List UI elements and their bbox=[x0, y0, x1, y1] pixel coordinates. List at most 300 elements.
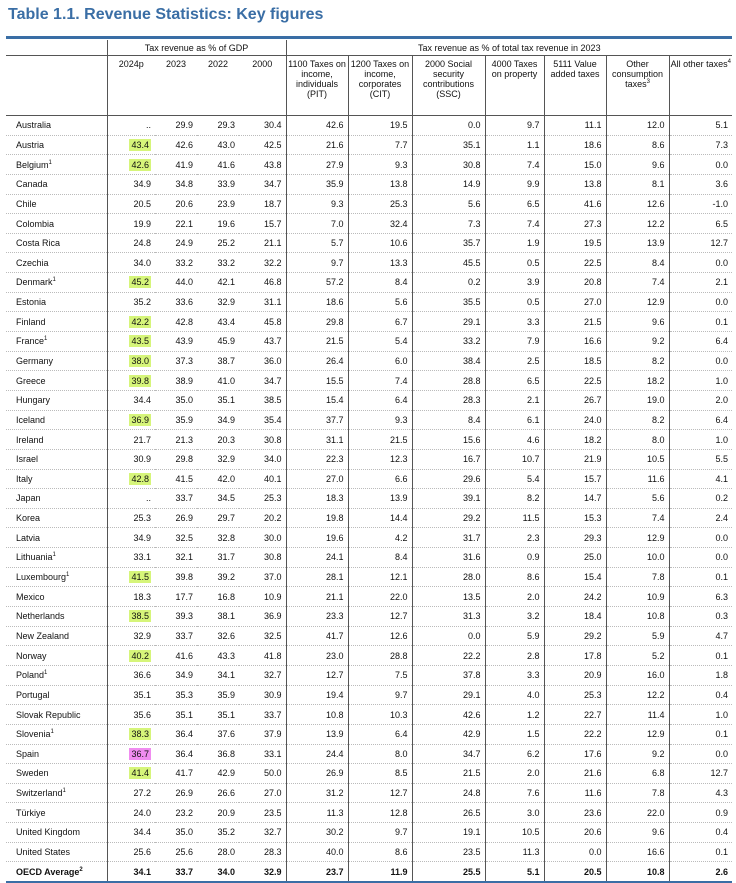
value-vat: 11.6 bbox=[544, 783, 606, 803]
value-vat: 22.7 bbox=[544, 705, 606, 725]
country-cell bbox=[6, 783, 107, 803]
value-2022: 29.7 bbox=[197, 508, 239, 528]
country-cell bbox=[6, 194, 107, 214]
total-group-header: Tax revenue as % of total tax revenue in 2023 bbox=[286, 40, 732, 56]
country-cell bbox=[6, 489, 107, 509]
value-ssc: 25.5 bbox=[412, 862, 485, 882]
value-ssc: 42.9 bbox=[412, 724, 485, 744]
country-name: Israel bbox=[16, 454, 39, 465]
value-ssc: 30.8 bbox=[412, 155, 485, 175]
country-cell bbox=[6, 174, 107, 194]
value-2024p-cell bbox=[107, 508, 155, 528]
value-2024p-cell bbox=[107, 390, 155, 410]
country-cell bbox=[6, 233, 107, 253]
value-2023: 35.9 bbox=[155, 410, 197, 430]
value-all-other: 0.0 bbox=[669, 528, 732, 548]
value-cit: 12.6 bbox=[348, 626, 412, 646]
value-2023: 36.4 bbox=[155, 724, 197, 744]
value-other-consumption: 22.0 bbox=[606, 803, 669, 823]
value-cit: 28.8 bbox=[348, 646, 412, 666]
value-2022: 42.0 bbox=[197, 469, 239, 489]
country-footnote: 1 bbox=[62, 788, 66, 795]
value-all-other: 4.7 bbox=[669, 626, 732, 646]
country-cell bbox=[6, 626, 107, 646]
value-ssc: 35.5 bbox=[412, 292, 485, 312]
value-2024p: 32.9 bbox=[133, 630, 151, 641]
value-vat: 25.3 bbox=[544, 685, 606, 705]
value-2024p: 25.3 bbox=[133, 513, 151, 524]
value-2022: 23.9 bbox=[197, 194, 239, 214]
value-cit: 8.6 bbox=[348, 842, 412, 862]
value-2000: 30.9 bbox=[239, 685, 286, 705]
value-all-other: 6.4 bbox=[669, 332, 732, 352]
value-cit: 9.3 bbox=[348, 155, 412, 175]
value-ssc: 8.4 bbox=[412, 410, 485, 430]
value-2000: 35.4 bbox=[239, 410, 286, 430]
value-property: 1.1 bbox=[485, 135, 544, 155]
value-2023: 32.1 bbox=[155, 548, 197, 568]
value-all-other: 4.1 bbox=[669, 469, 732, 489]
country-name: Sweden bbox=[16, 768, 49, 779]
value-2000: 30.0 bbox=[239, 528, 286, 548]
value-2022: 39.2 bbox=[197, 567, 239, 587]
col-cit: 1200 Taxes on income, corporates (CIT) bbox=[348, 56, 412, 116]
value-property: 8.2 bbox=[485, 489, 544, 509]
value-2023: 33.7 bbox=[155, 626, 197, 646]
value-other-consumption: 8.4 bbox=[606, 253, 669, 273]
value-2000: 33.1 bbox=[239, 744, 286, 764]
value-property: 4.6 bbox=[485, 430, 544, 450]
value-all-other: 6.3 bbox=[669, 587, 732, 607]
value-2024p-cell bbox=[107, 194, 155, 214]
value-ssc: 33.2 bbox=[412, 332, 485, 352]
value-other-consumption: 9.6 bbox=[606, 155, 669, 175]
value-other-consumption: 11.4 bbox=[606, 705, 669, 725]
value-other-consumption: 12.9 bbox=[606, 292, 669, 312]
value-cit: 8.4 bbox=[348, 273, 412, 293]
value-2024p-cell bbox=[107, 155, 155, 175]
value-vat: 25.0 bbox=[544, 548, 606, 568]
value-2023: 26.9 bbox=[155, 783, 197, 803]
value-2024p-cell bbox=[107, 705, 155, 725]
value-2022: 38.7 bbox=[197, 351, 239, 371]
value-2000: 30.8 bbox=[239, 430, 286, 450]
value-all-other: 1.0 bbox=[669, 430, 732, 450]
value-2022: 35.9 bbox=[197, 685, 239, 705]
value-2024p: 36.9 bbox=[131, 414, 149, 425]
country-name: OECD Average bbox=[16, 866, 80, 877]
country-cell bbox=[6, 607, 107, 627]
value-vat: 22.5 bbox=[544, 253, 606, 273]
value-2024p: 38.3 bbox=[131, 729, 149, 740]
value-vat: 41.6 bbox=[544, 194, 606, 214]
value-pit: 24.4 bbox=[286, 744, 348, 764]
table-row bbox=[6, 744, 732, 764]
value-property: 0.5 bbox=[485, 253, 544, 273]
table-row bbox=[6, 626, 732, 646]
value-other-consumption: 5.2 bbox=[606, 646, 669, 666]
value-2024p-cell bbox=[107, 803, 155, 823]
country-name: Spain bbox=[16, 748, 40, 759]
value-vat: 15.7 bbox=[544, 469, 606, 489]
value-2000: 30.8 bbox=[239, 548, 286, 568]
value-2024p-cell bbox=[107, 469, 155, 489]
value-2024p: 36.7 bbox=[131, 748, 149, 759]
table-title: Table 1.1. Revenue Statistics: Key figures bbox=[8, 6, 324, 23]
value-ssc: 29.1 bbox=[412, 685, 485, 705]
country-cell bbox=[6, 371, 107, 391]
table-row bbox=[6, 567, 732, 587]
value-property: 5.1 bbox=[485, 862, 544, 882]
value-2022: 41.6 bbox=[197, 155, 239, 175]
value-vat: 18.6 bbox=[544, 135, 606, 155]
table-body bbox=[6, 116, 732, 882]
table-row bbox=[6, 528, 732, 548]
value-2022: 26.6 bbox=[197, 783, 239, 803]
corner-cell bbox=[6, 40, 107, 56]
country-name: Germany bbox=[16, 356, 54, 366]
value-other-consumption: 7.4 bbox=[606, 508, 669, 528]
value-2024p: .. bbox=[145, 120, 151, 131]
value-pit: 9.7 bbox=[286, 253, 348, 273]
value-2000: 38.5 bbox=[239, 390, 286, 410]
value-other-consumption: 9.6 bbox=[606, 823, 669, 843]
country-footnote: 1 bbox=[44, 670, 48, 677]
value-property: 7.4 bbox=[485, 155, 544, 175]
country-cell bbox=[6, 155, 107, 175]
value-2022: 20.3 bbox=[197, 430, 239, 450]
value-pit: 5.7 bbox=[286, 233, 348, 253]
value-all-other: 0.0 bbox=[669, 253, 732, 273]
country-name: Luxembourg bbox=[16, 572, 67, 583]
value-2000: 34.0 bbox=[239, 449, 286, 469]
value-cit: 21.5 bbox=[348, 430, 412, 450]
value-2000: 37.9 bbox=[239, 724, 286, 744]
country-name: Finland bbox=[16, 316, 46, 327]
value-cit: 7.5 bbox=[348, 665, 412, 685]
value-2022: 37.6 bbox=[197, 724, 239, 744]
value-ssc: 7.3 bbox=[412, 214, 485, 234]
table-row bbox=[6, 214, 732, 234]
value-2024p: 24.0 bbox=[133, 807, 151, 818]
country-name: France bbox=[16, 336, 45, 347]
value-cit: 6.0 bbox=[348, 351, 412, 371]
value-2024p: 34.9 bbox=[133, 532, 151, 543]
value-2024p: 42.8 bbox=[131, 473, 149, 484]
country-cell bbox=[6, 214, 107, 234]
value-other-consumption: 12.0 bbox=[606, 116, 669, 136]
value-property: 3.2 bbox=[485, 607, 544, 627]
country-cell bbox=[6, 665, 107, 685]
value-2000: 42.5 bbox=[239, 135, 286, 155]
value-pit: 23.0 bbox=[286, 646, 348, 666]
value-cit: 19.5 bbox=[348, 116, 412, 136]
value-ssc: 19.1 bbox=[412, 823, 485, 843]
country-footnote: 1 bbox=[52, 277, 56, 284]
table-row bbox=[6, 685, 732, 705]
value-2000: 36.0 bbox=[239, 351, 286, 371]
value-cit: 6.7 bbox=[348, 312, 412, 332]
value-2022: 32.9 bbox=[197, 292, 239, 312]
value-2024p-cell bbox=[107, 292, 155, 312]
value-2000: 50.0 bbox=[239, 764, 286, 784]
col-all-other-label: All other taxes bbox=[670, 59, 728, 69]
table-row bbox=[6, 371, 732, 391]
value-all-other: 2.1 bbox=[669, 273, 732, 293]
value-ssc: 23.5 bbox=[412, 842, 485, 862]
value-2000: 34.7 bbox=[239, 371, 286, 391]
country-footnote: 2 bbox=[79, 866, 83, 873]
value-other-consumption: 5.9 bbox=[606, 626, 669, 646]
value-vat: 21.6 bbox=[544, 764, 606, 784]
value-vat: 21.5 bbox=[544, 312, 606, 332]
value-ssc: 0.0 bbox=[412, 116, 485, 136]
value-2024p-cell bbox=[107, 823, 155, 843]
value-vat: 15.3 bbox=[544, 508, 606, 528]
country-cell bbox=[6, 764, 107, 784]
country-cell bbox=[6, 823, 107, 843]
country-cell bbox=[6, 469, 107, 489]
value-2024p: 41.4 bbox=[131, 768, 149, 779]
country-name: United Kingdom bbox=[16, 827, 81, 838]
value-pit: 31.2 bbox=[286, 783, 348, 803]
value-2023: 35.0 bbox=[155, 823, 197, 843]
value-pit: 18.3 bbox=[286, 489, 348, 509]
value-vat: 15.4 bbox=[544, 567, 606, 587]
value-property: 5.4 bbox=[485, 469, 544, 489]
table-row bbox=[6, 449, 732, 469]
value-2023: 35.1 bbox=[155, 705, 197, 725]
value-2023: 32.5 bbox=[155, 528, 197, 548]
value-2023: 33.7 bbox=[155, 862, 197, 882]
value-2000: 40.1 bbox=[239, 469, 286, 489]
value-vat: 15.0 bbox=[544, 155, 606, 175]
value-property: 11.5 bbox=[485, 508, 544, 528]
value-cit: 13.3 bbox=[348, 253, 412, 273]
table-row bbox=[6, 430, 732, 450]
value-other-consumption: 5.6 bbox=[606, 489, 669, 509]
value-2024p: .. bbox=[145, 493, 151, 504]
value-2000: 43.8 bbox=[239, 155, 286, 175]
country-cell bbox=[6, 528, 107, 548]
value-2024p-cell bbox=[107, 528, 155, 548]
value-pit: 22.3 bbox=[286, 449, 348, 469]
value-2000: 45.8 bbox=[239, 312, 286, 332]
value-property: 2.1 bbox=[485, 390, 544, 410]
value-pit: 19.6 bbox=[286, 528, 348, 548]
value-property: 2.5 bbox=[485, 351, 544, 371]
value-vat: 18.2 bbox=[544, 430, 606, 450]
value-vat: 20.9 bbox=[544, 665, 606, 685]
value-property: 2.8 bbox=[485, 646, 544, 666]
value-2022: 42.1 bbox=[197, 273, 239, 293]
country-cell bbox=[6, 253, 107, 273]
value-all-other: 3.6 bbox=[669, 174, 732, 194]
value-all-other: 0.1 bbox=[669, 567, 732, 587]
value-2022: 43.0 bbox=[197, 135, 239, 155]
value-ssc: 21.5 bbox=[412, 764, 485, 784]
value-2023: 35.3 bbox=[155, 685, 197, 705]
value-cit: 9.7 bbox=[348, 823, 412, 843]
value-2022: 34.1 bbox=[197, 665, 239, 685]
value-2022: 32.6 bbox=[197, 626, 239, 646]
value-all-other: 0.9 bbox=[669, 803, 732, 823]
country-name: Slovak Republic bbox=[16, 709, 81, 720]
value-other-consumption: 12.2 bbox=[606, 214, 669, 234]
value-2022: 42.9 bbox=[197, 764, 239, 784]
value-vat: 24.2 bbox=[544, 587, 606, 607]
value-2000: 32.7 bbox=[239, 823, 286, 843]
country-name: Japan bbox=[16, 493, 41, 504]
country-footnote: 1 bbox=[48, 159, 52, 166]
value-2023: 37.3 bbox=[155, 351, 197, 371]
value-2000: 34.7 bbox=[239, 174, 286, 194]
value-pit: 11.3 bbox=[286, 803, 348, 823]
value-2024p-cell bbox=[107, 685, 155, 705]
value-2023: 25.6 bbox=[155, 842, 197, 862]
value-2000: 28.3 bbox=[239, 842, 286, 862]
value-vat: 0.0 bbox=[544, 842, 606, 862]
value-pit: 12.7 bbox=[286, 665, 348, 685]
country-cell bbox=[6, 862, 107, 882]
col-2024p: 2024p bbox=[107, 56, 155, 116]
col-pit: 1100 Taxes on income, individuals (PIT) bbox=[286, 56, 348, 116]
value-vat: 24.0 bbox=[544, 410, 606, 430]
value-2024p-cell bbox=[107, 587, 155, 607]
value-pit: 9.3 bbox=[286, 194, 348, 214]
table-row bbox=[6, 803, 732, 823]
value-2024p: 27.2 bbox=[133, 788, 151, 799]
value-property: 10.7 bbox=[485, 449, 544, 469]
value-pit: 21.6 bbox=[286, 135, 348, 155]
value-ssc: 31.6 bbox=[412, 548, 485, 568]
value-other-consumption: 10.0 bbox=[606, 548, 669, 568]
value-other-consumption: 12.6 bbox=[606, 194, 669, 214]
value-2024p-cell bbox=[107, 135, 155, 155]
country-footnote: 1 bbox=[66, 572, 70, 579]
value-2000: 21.1 bbox=[239, 233, 286, 253]
country-name: New Zealand bbox=[16, 630, 70, 641]
value-2023: 20.6 bbox=[155, 194, 197, 214]
country-name: Czechia bbox=[16, 257, 49, 268]
value-ssc: 29.2 bbox=[412, 508, 485, 528]
value-cit: 32.4 bbox=[348, 214, 412, 234]
value-cit: 10.3 bbox=[348, 705, 412, 725]
value-2024p: 33.1 bbox=[133, 552, 151, 563]
table-row bbox=[6, 351, 732, 371]
country-name: Latvia bbox=[16, 532, 41, 543]
value-other-consumption: 12.9 bbox=[606, 528, 669, 548]
value-2024p-cell bbox=[107, 724, 155, 744]
table-row bbox=[6, 508, 732, 528]
value-all-other: 0.2 bbox=[669, 489, 732, 509]
value-cit: 4.2 bbox=[348, 528, 412, 548]
value-2024p-cell bbox=[107, 214, 155, 234]
country-name: Türkiye bbox=[16, 807, 46, 818]
value-2024p-cell bbox=[107, 862, 155, 882]
value-other-consumption: 10.5 bbox=[606, 449, 669, 469]
value-ssc: 39.1 bbox=[412, 489, 485, 509]
country-footnote: 1 bbox=[44, 336, 48, 343]
country-name: Estonia bbox=[16, 297, 47, 308]
value-other-consumption: 6.8 bbox=[606, 764, 669, 784]
value-pit: 10.8 bbox=[286, 705, 348, 725]
value-2022: 32.9 bbox=[197, 449, 239, 469]
country-name: Poland bbox=[16, 670, 45, 681]
value-2024p: 34.4 bbox=[133, 395, 151, 406]
value-all-other: -1.0 bbox=[669, 194, 732, 214]
value-pit: 15.4 bbox=[286, 390, 348, 410]
value-2024p-cell bbox=[107, 174, 155, 194]
value-pit: 23.3 bbox=[286, 607, 348, 627]
value-ssc: 0.2 bbox=[412, 273, 485, 293]
value-ssc: 16.7 bbox=[412, 449, 485, 469]
value-2022: 34.0 bbox=[197, 862, 239, 882]
table-row bbox=[6, 155, 732, 175]
value-2000: 27.0 bbox=[239, 783, 286, 803]
value-cit: 12.7 bbox=[348, 607, 412, 627]
value-2022: 33.2 bbox=[197, 253, 239, 273]
value-ssc: 26.5 bbox=[412, 803, 485, 823]
value-other-consumption: 9.2 bbox=[606, 332, 669, 352]
value-other-consumption: 12.9 bbox=[606, 724, 669, 744]
country-name: Denmark bbox=[16, 277, 53, 288]
value-2023: 29.9 bbox=[155, 116, 197, 136]
table-row bbox=[6, 174, 732, 194]
value-cit: 5.4 bbox=[348, 332, 412, 352]
column-header-row bbox=[6, 56, 732, 116]
value-ssc: 24.8 bbox=[412, 783, 485, 803]
value-other-consumption: 8.6 bbox=[606, 135, 669, 155]
table-row bbox=[6, 548, 732, 568]
table-row bbox=[6, 390, 732, 410]
value-2000: 10.9 bbox=[239, 587, 286, 607]
value-2023: 41.7 bbox=[155, 764, 197, 784]
country-cell bbox=[6, 116, 107, 136]
value-all-other: 12.7 bbox=[669, 233, 732, 253]
value-vat: 26.7 bbox=[544, 390, 606, 410]
value-ssc: 29.1 bbox=[412, 312, 485, 332]
value-property: 2.0 bbox=[485, 587, 544, 607]
value-all-other: 0.1 bbox=[669, 724, 732, 744]
country-cell bbox=[6, 351, 107, 371]
col-all-other-footnote: 4 bbox=[727, 59, 731, 65]
value-2023: 24.9 bbox=[155, 233, 197, 253]
table-row bbox=[6, 135, 732, 155]
value-2024p-cell bbox=[107, 430, 155, 450]
value-other-consumption: 10.8 bbox=[606, 862, 669, 882]
value-vat: 18.4 bbox=[544, 607, 606, 627]
value-ssc: 0.0 bbox=[412, 626, 485, 646]
country-footnote: 1 bbox=[50, 729, 54, 736]
value-other-consumption: 12.2 bbox=[606, 685, 669, 705]
value-2022: 25.2 bbox=[197, 233, 239, 253]
country-name: Netherlands bbox=[16, 611, 65, 622]
value-2024p: 41.5 bbox=[131, 572, 149, 583]
value-cit: 12.7 bbox=[348, 783, 412, 803]
value-2024p: 35.1 bbox=[133, 689, 151, 700]
value-property: 4.0 bbox=[485, 685, 544, 705]
country-cell bbox=[6, 449, 107, 469]
value-other-consumption: 16.6 bbox=[606, 842, 669, 862]
country-cell bbox=[6, 332, 107, 352]
value-2000: 32.7 bbox=[239, 665, 286, 685]
value-property: 10.5 bbox=[485, 823, 544, 843]
value-2024p-cell bbox=[107, 626, 155, 646]
value-property: 3.3 bbox=[485, 312, 544, 332]
value-2023: 34.8 bbox=[155, 174, 197, 194]
value-ssc: 28.3 bbox=[412, 390, 485, 410]
